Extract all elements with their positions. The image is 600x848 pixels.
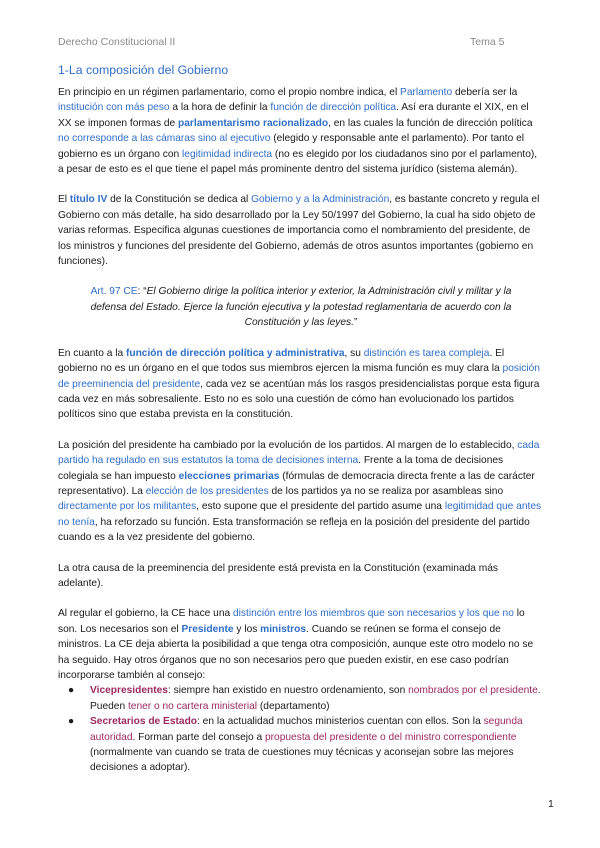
p4-text: , ha reforzado su función. Esta transformación se refleja en la posición del presidente del partido cuando es a la vez presidente del gobierno. bbox=[58, 516, 530, 544]
bullet-icon: ● bbox=[68, 685, 75, 697]
p6-text: lo son. Los necesarios son el bbox=[58, 608, 525, 635]
p4-highlight: cada partido ha regulado en sus estatutos la toma de decisiones interna bbox=[58, 439, 540, 467]
bullet-term: Secretarios de Estado bbox=[90, 716, 198, 728]
bullet-text: . Forman parte del consejo a bbox=[132, 731, 265, 743]
article-quote bbox=[72, 284, 530, 330]
p1-text: (elegido y responsable ante el parlamento). Por tanto el gobierno es un órgano con bbox=[58, 133, 525, 160]
p6-key-term: Presidente bbox=[181, 623, 234, 635]
bullet-text: : en la actualidad muchos ministerios cuentan con ellos. Son la bbox=[197, 716, 484, 728]
p6-text: Al regular el gobierno, la CE hace una bbox=[58, 608, 233, 620]
bullet-term: Vicepresidentes bbox=[90, 685, 168, 697]
p1-key-term: parlamentarismo racionalizado bbox=[178, 117, 329, 129]
p4-text: . Frente a la toma de decisiones colegiala se han impuesto bbox=[58, 455, 504, 482]
p4-text: La posición del presidente ha cambiado por la evolución de los partidos. Al margen de lo establecido, bbox=[58, 439, 518, 451]
paragraph-1 bbox=[58, 85, 544, 177]
paragraph-6 bbox=[58, 606, 544, 683]
p2-key-term: título IV bbox=[69, 194, 108, 206]
bullet-text: (normalmente van cuando se trata de cuestiones muy técnicas y aconsejan sobre las mejores decisiones a adoptar). bbox=[90, 747, 514, 774]
p4-highlight: directamente por los militantes bbox=[58, 501, 197, 513]
bullet-highlight: propuesta del presidente o del ministro correspondiente bbox=[265, 731, 517, 743]
p6-key-term: ministros bbox=[260, 623, 307, 635]
p1-highlight: Parlamento bbox=[400, 87, 453, 98]
section-title: 1-La composición del Gobierno bbox=[58, 63, 229, 77]
list-item bbox=[68, 714, 544, 776]
bullet-highlight: segunda autoridad bbox=[90, 716, 523, 743]
p4-highlight: legitimidad que antes no tenía bbox=[58, 501, 542, 528]
quote-reference: Art. 97 CE bbox=[90, 286, 138, 298]
paragraph-3 bbox=[58, 346, 544, 423]
bullet-text: (departamento) bbox=[257, 700, 330, 712]
quote-open: : “ bbox=[137, 286, 147, 298]
p6-text: y los bbox=[233, 623, 261, 635]
p4-highlight: elección de los presidentes bbox=[145, 485, 269, 497]
p2-text: , es bastante concreto y regula el Gobierno con más detalle, ha sido desarrollado por la Ley 50/1997 del Gobierno, la cual ha sido objeto de varias reformas. Especifica algunas cuestiones de importancia como el nombramiento del presidente, de los ministros y funciones del presidente del Gobierno, además de otros asuntos importantes (gobierno en funciones). bbox=[58, 194, 540, 268]
p1-text: (no es elegido por los ciudadanos sino por el parlamento), a pesar de esto es el que tiene el papel más prominente dentro del sistema jurídico (sistema alemán). bbox=[58, 148, 538, 176]
page-number: 1 bbox=[548, 798, 554, 810]
p1-highlight: función de dirección política bbox=[270, 102, 397, 114]
header-topic: Tema 5 bbox=[470, 36, 505, 48]
p3-highlight: posición de preeminencia del presidente bbox=[58, 363, 540, 390]
paragraph-5: La otra causa de la preeminencia del presidente está prevista en la Constitución (examinada más adelante). bbox=[58, 562, 499, 589]
p3-highlight: distinción es tarea compleja bbox=[363, 347, 490, 359]
list-item bbox=[68, 683, 544, 714]
p2-text: El bbox=[58, 194, 70, 206]
p4-key-term: elecciones primarias bbox=[178, 470, 280, 482]
p1-text: En principio en un régimen parlamentario, como el propio nombre indica, el bbox=[58, 87, 401, 98]
paragraph-4 bbox=[58, 438, 544, 546]
p3-text: , cada vez se acentúan más los rasgos presidencialistas porque esta figura cada vez en más sobresaliente. Esto no es solo una cuestión de cómo han evolucionado los partidos políticos sino que estaba prevista en la constitución. bbox=[58, 378, 540, 421]
optional-members-list bbox=[58, 683, 544, 775]
paragraph-2 bbox=[58, 192, 544, 269]
quote-text: El Gobierno dirige la política interior y exterior, la Administración civil y militar y la defensa del Estado. Ejerce la función ejecutiva y la potestad reglamentaria de acuerdo con la Constitución y las leyes. bbox=[90, 286, 512, 329]
bullet-text: . Pueden bbox=[90, 685, 541, 712]
bullet-highlight: tener o no cartera ministerial bbox=[127, 700, 258, 712]
header-course-title: Derecho Constitucional II bbox=[58, 36, 176, 48]
p4-text: , esto supone que el presidente del partido asume una bbox=[196, 501, 445, 513]
p3-text: , su bbox=[344, 347, 364, 359]
p4-text: (fórmulas de democracia directa frente a las de carácter representativo). La bbox=[58, 470, 535, 497]
p6-text: . Cuando se reúnen se forma el consejo de ministros. La CE deja abierta la posibilidad a que tenga otra composición, aunque este otro modelo no se ha seguido. Hay otros órganos que no son necesarios pero que pueden existir, en ese caso podrían incorporarse también al consejo: bbox=[58, 623, 534, 681]
p4-text: de los partidos ya no se realiza por asambleas sino bbox=[268, 485, 504, 497]
document-body bbox=[58, 62, 544, 776]
page-header bbox=[58, 36, 542, 50]
p1-highlight: institución con más peso bbox=[58, 102, 170, 114]
quote-close: ” bbox=[353, 317, 358, 329]
p1-highlight: no corresponde a las cámaras sino al ejecutivo bbox=[58, 133, 271, 145]
p1-text: , en las cuales la función de dirección política bbox=[328, 117, 533, 129]
p3-text: . El gobierno no es un órgano en el que todos sus miembros ejercen la misma función es muy clara la bbox=[58, 347, 505, 375]
p2-highlight: Gobierno y a la Administración bbox=[251, 194, 390, 206]
p1-highlight: legitimidad indirecta bbox=[182, 148, 273, 160]
p2-text: de la Constitución se dedica al bbox=[107, 194, 252, 206]
p1-text: debería ser la bbox=[452, 87, 518, 98]
p3-text: En cuanto a la bbox=[58, 347, 126, 359]
bullet-icon: ● bbox=[68, 716, 75, 728]
p1-text: . Así era durante el XIX, en el XX se imponen formas de bbox=[58, 102, 529, 129]
p3-key-term: función de dirección política y administrativa bbox=[125, 347, 345, 359]
p6-highlight: distinción entre los miembros que son necesarios y los que no bbox=[233, 608, 514, 620]
p1-text: a la hora de definir la bbox=[169, 102, 271, 114]
bullet-highlight: nombrados por el presidente bbox=[408, 685, 538, 697]
bullet-text: : siempre han existido en nuestro ordenamiento, son bbox=[167, 685, 409, 697]
